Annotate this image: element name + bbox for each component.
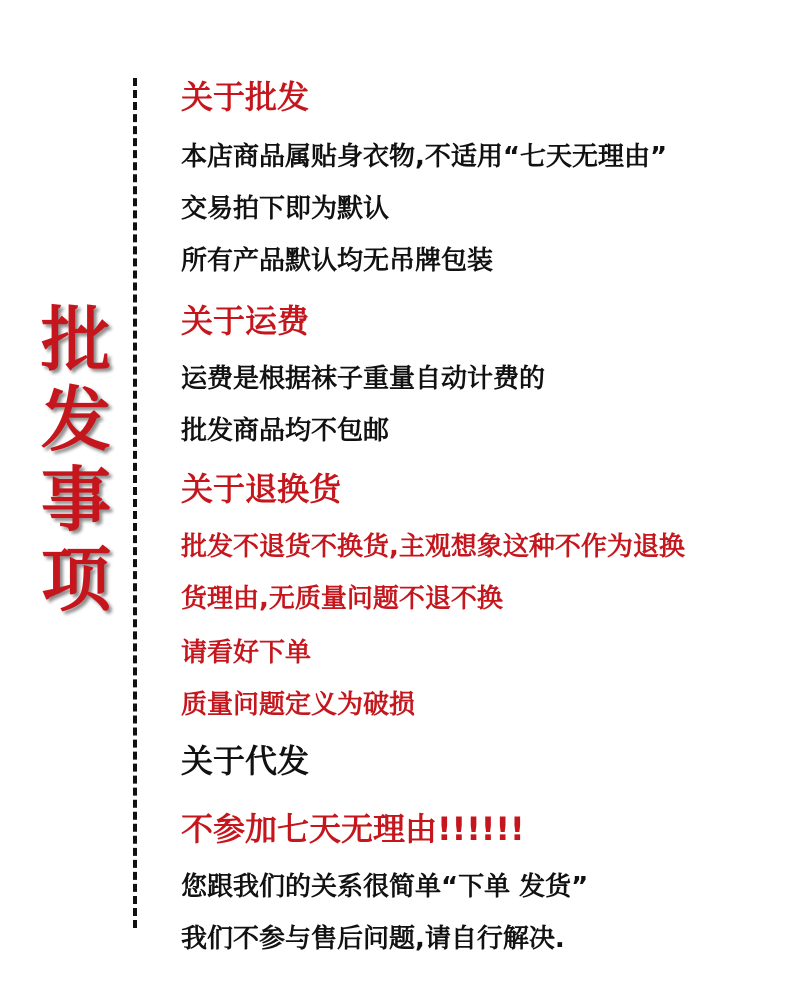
dropship-subheading: 不参加七天无理由!!!!!! (181, 810, 525, 848)
shipping-line: 运费是根据袜子重量自动计费的 (181, 364, 546, 394)
returns-line: 货理由,无质量问题不退不换 (181, 584, 503, 614)
side-title-char: 发 (41, 379, 111, 461)
returns-line: 请看好下单 (181, 638, 312, 668)
dropship-line: 您跟我们的关系很简单“下单 发货” (181, 872, 589, 902)
returns-line: 质量问题定义为破损 (181, 690, 416, 720)
wholesale-heading: 关于批发 (181, 78, 310, 116)
wholesale-line: 所有产品默认均无吊牌包装 (181, 246, 494, 276)
dropship-line: 我们不参与售后问题,请自行解决. (181, 924, 565, 954)
side-title-char: 事 (41, 459, 111, 541)
dashed-divider (133, 78, 137, 928)
shipping-line: 批发商品均不包邮 (181, 416, 390, 446)
side-title (36, 300, 116, 620)
shipping-heading: 关于运费 (181, 302, 310, 340)
dropship-heading: 关于代发 (181, 742, 310, 780)
wholesale-line: 交易拍下即为默认 (181, 194, 390, 224)
wholesale-line: 本店商品属贴身衣物,不适用“七天无理由” (181, 142, 668, 172)
returns-line: 批发不退货不换货,主观想象这种不作为退换 (181, 532, 685, 562)
side-title-char: 项 (41, 539, 111, 621)
returns-heading: 关于退换货 (181, 470, 342, 508)
side-title-char: 批 (41, 299, 111, 381)
